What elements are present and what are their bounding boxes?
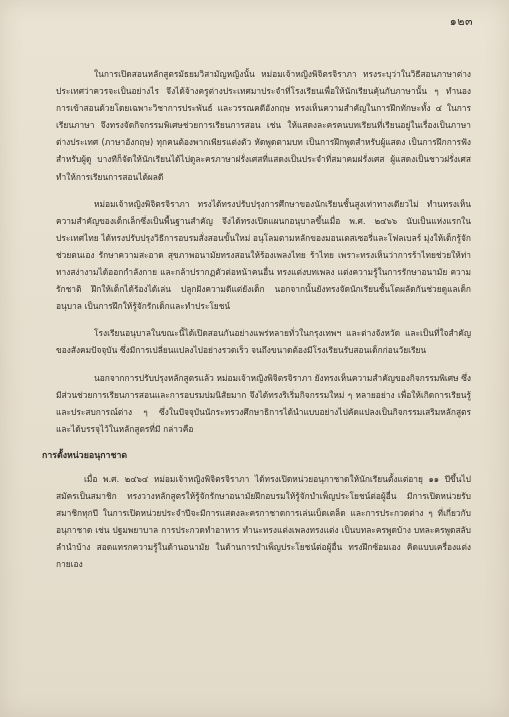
section-heading: การตั้งหน่วยอนุกาชาด <box>42 450 128 461</box>
paragraph-special-activities: นอกจากการปรับปรุงหลักสูตรแล้ว หม่อมเจ้าหญิงพิจิตรจิราภา ยังทรงเห็นความสำคัญของกิจกรรมพิเศษ ซึ่งมีส่วนช่วยการเรียนการสอนและการอบรมบ่มนิสัยมาก จึงได้ทรงริเริ่มกิจกรรมใหม่ ๆ หลายอย่าง เพื่อให้เกิดการเรียนรู้และประสบการณ์ต่าง ๆ ซึ่งในปัจจุบันนักระทรวงศึกษาธิการได้นำแบบอย่างไปคัดแปลงเป็นกิจกรรมเสริมหลักสูตร และได้บรรจุไว้ในหลักสูตรที่มี กล่าวคือ <box>56 372 472 434</box>
paragraph-kindergarten-today: โรงเรียนอนุบาลในขณะนี้ได้เปิดสอนกันอย่างแพร่หลายทั่วในกรุงเทพฯ และต่างจังหวัด และเป็นที่ใจสำคัญของสังคมปัจจุบัน ซึ่งมีการเปลี่ยนแปลงไปอย่างรวดเร็ว จนถึงขนาดต้องมีโรงเรียนรับสอนเด็กก่อนวัยเรียน <box>56 328 471 356</box>
body-text <box>42 66 472 573</box>
page-number: ๑๒๓ <box>449 15 473 28</box>
paragraph-curriculum: ในการเปิดสอนหลักสูตรมัธยมวิสามัญหญิงนั้น หม่อมเจ้าหญิงพิจิตรจิราภา ทรงระบุว่าในวิธีสอนภาษาต่างประเทศว่าควรจะเป็นอย่างไร จึงได้จ้างครูต่างประเทศมาประจำที่โรงเรียนเพื่อให้นักเรียนคุ้นกับภาษานั้น ๆ ทำนองการเข้าสอนด้วยโดยเฉพาะวิชาการประพันธ์ และวรรณคดีอังกฤษ ทรงเห็นความสำคัญในการฝึกทักษะทั้ง ๔ ในการเรียนภาษา จึงทรงจัดกิจกรรมพิเศษช่วยการเรียนการสอน เช่น ให้แสดงละครคนบทเรียนที่เรียนอยู่ในเรื่องเป็นภาษาต่างประเทศ (ภาษาอังกฤษ) ทุกคนต้องพากเพียรแต่งตัว หัดพูดตามบท เป็นการฝึกพูดสำหรับผู้แสดง เป็นการฝึกการฟังสำหรับผู้ดู บางทีก็จัดให้นักเรียนได้ไปดูละครภาษาฝรั่งเศสที่แสดงเป็นประจำที่สมาคมฝรั่งเศส ผู้แสดงเป็นชาวฝรั่งเศส ทำให้การเรียนการสอนได้ผลดี <box>56 69 471 182</box>
paragraph-junior-red-cross: เมื่อ พ.ศ. ๒๔๖๔ หม่อมเจ้าหญิงพิจิตรจิราภา ได้ทรงเปิดหน่วยอนุกาชาดให้นักเรียนตั้งแต่อายุ ๑๑ ปีขึ้นไป สมัครเป็นสมาชิก ทรงวางหลักสูตรให้รู้จักรักษาอนามัยฝึกอบรมให้รู้จักบำเพ็ญประโยชน์ต่อผู้อื่น มีการเปิดหน่วยรับสมาชิกทุกปี ในการเปิดหน่วยประจำปีจะมีการแสดงละครกาชาดการเล่นเบ็ดเตล็ด และการประกวดต่าง ๆ ที่เกี่ยวกับอนุกาชาด เช่น ปฐมพยาบาล การประกวดทำอาหาร ทำนะทรงแต่งเพลงทรงแต่ง เป็นบทละครพูดบ้าง บทละครพูดสลับลำนำบ้าง สอดแทรกความรู้ในด้านอนามัย ในด้านการบำเพ็ญประโยชน์ต่อผู้อื่น ทรงฝึกซ้อมเอง คิดแบบเครื่องแต่งกายเอง <box>56 473 471 570</box>
paragraph-kindergarten: หม่อมเจ้าหญิงพิจิตรจิราภา ทรงได้ทรงปรับปรุงการศึกษาของนักเรียนชั้นสูงเท่าทางเดียวไม่ ทำนทรงเห็นความสำคัญของเด็กเล็กซึ่งเป็นพื้นฐานสำคัญ จึงได้ทรงเปิดแผนกอนุบาลขึ้นเมื่อ พ.ศ. ๒๔๖๖ นับเป็นแห่งแรกในประเทศไทย ได้ทรงปรับปรุงวิธีการอบรมสั่งสอนขั้นใหม่ อนุโลมตามหลักของมอนเตสเซอรี่และโฟลเบลร์ มุ่งให้เด็กรู้จักช่วยตนเอง รักษาความสะอาด สุขภาพอนามัยทรงสอนให้ร้องเพลงไทย ร้าไทย เพราะทรงเห็นว่าการร้าไทยช่วยให้ท่าทางสง่างามได้ออกกำลังกาย และกล้าปรากฏตัวต่อหน้าคนอื่น ทรงแต่งบทเพลง แต่งความรู้ในการรักษาอนามัย ความรักชาติ ฝึกให้เด็กได้ร้องได้เล่น ปลูกฝังความดีแต่ยังเด็ก นอกจากนั้นยังทรงจัดนักเรียนชั้นโตผลัดกันช่วยดูแลเด็กอนุบาล เป็นการฝึกให้รู้จักรักเด็กและทำประโยชน์ <box>56 198 471 312</box>
